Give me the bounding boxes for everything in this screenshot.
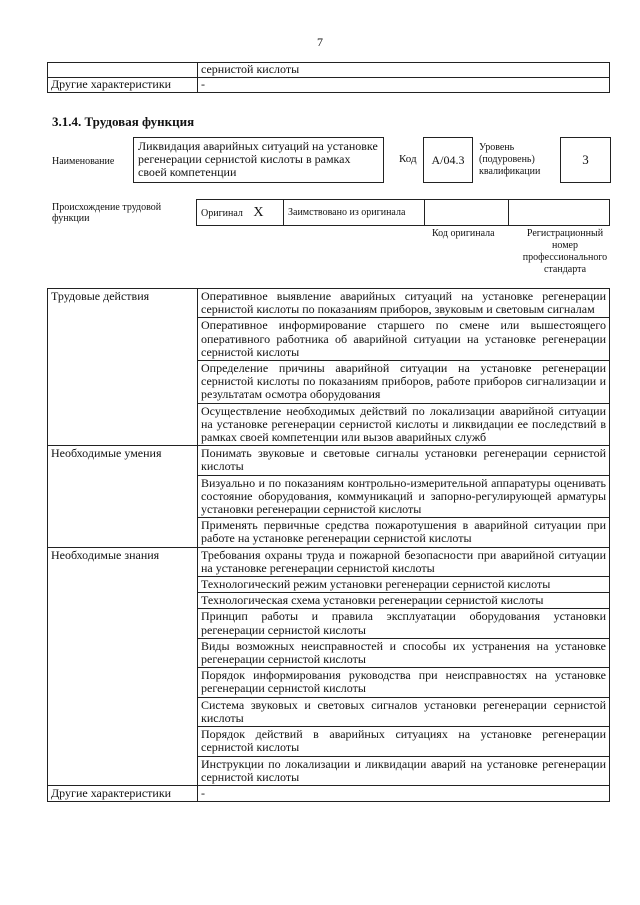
table-row [48,63,610,78]
section-item: Оперативное информирование старшего по смене или вышестоящего оперативного работника об аварийной ситуации на установке регенерации сернистой кислоты [198,318,610,361]
section-item: Принцип работы и правила эксплуатации оборудования установки регенерации сернистой кислоты [198,609,610,638]
section-item: Порядок информирования руководства при неисправностях на установке регенерации сернистой кислоты [198,668,610,697]
section-item: Применять первичные средства пожаротушения в аварийной ситуации при работе на установке регенерации сернистой кислоты [198,518,610,547]
borrowed-cell: Заимствовано из оригинала [284,200,425,226]
origin-table [196,199,610,226]
original-cell [197,200,284,226]
section-item: Технологическая схема установки регенерации сернистой кислоты [198,593,610,609]
table-row [48,289,610,318]
section-label: Необходимые умения [48,446,198,547]
section-item: Визуально и по показаниям контрольно-измерительной аппаратуры оценивать состояние оборудования, коммуникаций и запорно-регулирующей арматуры установки регенерации сернистой кислоты [198,475,610,518]
function-table-body [48,289,610,802]
code-original-label: Код оригинала [432,228,495,239]
section-title: 3.1.4. Трудовая функция [52,114,195,129]
section-item: Оперативное выявление аварийных ситуаций на установке регенерации сернистой кислоты по показаниям приборов, звуковым и световым сигналам [198,289,610,318]
section-item: Инструкции по локализации и ликвидации аварий на установке регенерации сернистой кислоты [198,756,610,785]
reg-number-label: Регистрационный номер профессионального стандарта [522,228,608,275]
code-original-cell [425,200,509,226]
name-label: Наименование [52,156,115,167]
origin-label: Происхождение трудовой функции [52,202,162,224]
original-label: Оригинал [201,207,243,219]
section-item: Порядок действий в аварийных ситуациях на установке регенерации сернистой кислоты [198,727,610,756]
level-value-box: 3 [560,137,611,183]
reg-number-cell [509,200,610,226]
original-mark: X [253,204,264,220]
table-cell-value: сернистой кислоты [198,63,610,78]
function-table [47,288,610,802]
section-item: Осуществление необходимых действий по локализации аварийной ситуации на установке регенерации сернистой кислоты и ликвидации ее последствий в рамках своей компетенции или вызов аварийных служб [198,403,610,446]
section-item: Понимать звуковые и световые сигналы установки регенерации сернистой кислоты [198,446,610,475]
table-cell-label: Другие характеристики [48,78,198,93]
table-cell-empty [48,63,198,78]
section-item: Система звуковых и световых сигналов установки регенерации сернистой кислоты [198,697,610,726]
code-label: Код [399,153,417,165]
table-row [48,785,610,801]
level-label-line: Уровень [479,142,515,153]
page-number: 7 [317,35,323,49]
section-label: Необходимые знания [48,547,198,785]
table-cell-value: - [198,78,610,93]
section-item: Технологический режим установки регенерации сернистой кислоты [198,577,610,593]
section-item: Требования охраны труда и пожарной безопасности при аварийной ситуации на установке регенерации сернистой кислоты [198,547,610,576]
table-row [48,547,610,576]
function-name-box: Ликвидация аварийных ситуаций на установке регенерации сернистой кислоты в рамках своей компетенции [133,137,384,183]
level-label-line: (подуровень) [479,154,535,165]
section-item: Определение причины аварийной ситуации на установке регенерации сернистой кислоты по показаниям приборов, работе приборов сигнализации и результатам осмотра оборудования [198,361,610,404]
level-label-line: квалификации [479,166,541,177]
level-label [479,142,540,178]
carryover-table [47,62,610,93]
section-item: Виды возможных неисправностей и способы их устранения на установке регенерации сернистой кислоты [198,638,610,667]
section-label: Другие характеристики [48,785,198,801]
section-label: Трудовые действия [48,289,198,446]
table-row [197,200,610,226]
section-item: - [198,785,610,801]
table-row [48,78,610,93]
table-row [48,446,610,475]
code-value-box: А/04.3 [423,137,473,183]
